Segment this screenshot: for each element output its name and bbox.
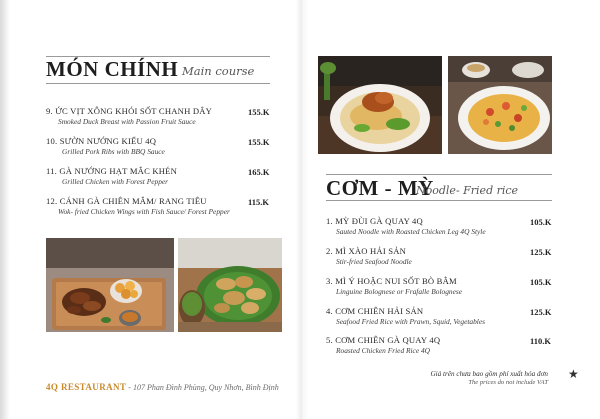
menu-item xyxy=(46,106,212,126)
menu-item-name: 5. CƠM CHIÊN GÀ QUAY 4Q xyxy=(326,335,441,345)
noodle-rice-title: CƠM - MỲ xyxy=(326,176,434,200)
menu-item xyxy=(326,276,462,296)
ribs-photo-image xyxy=(46,238,174,332)
fried-rice-photo xyxy=(448,56,552,154)
menu-item xyxy=(46,166,177,186)
chicken-noodle-photo-image xyxy=(318,56,442,154)
vat-note-vietnamese: Giá trên chưa bao gồm phí xuất hóa đơn xyxy=(430,370,548,378)
chicken-noodle-photo xyxy=(318,56,442,154)
menu-item xyxy=(46,136,165,156)
chicken-wings-photo xyxy=(178,238,282,332)
chicken-wings-photo-image xyxy=(178,238,282,332)
menu-item-description: Stir-fried Seafood Noodle xyxy=(336,257,412,266)
fried-rice-photo-image xyxy=(448,56,552,154)
restaurant-address: - 107 Phan Đình Phùng, Quy Nhơn, Bình Định xyxy=(126,383,279,392)
noodle-rice-title-rule-bottom xyxy=(326,200,552,201)
menu-item-price: 125.K xyxy=(530,247,552,257)
vat-note-english: The prices do not include VAT xyxy=(468,379,548,386)
menu-item-price: 115.K xyxy=(248,197,270,207)
main-course-title-rule-bottom xyxy=(46,83,270,84)
menu-item-name: 2. MÌ XÀO HẢI SẢN xyxy=(326,246,407,256)
noodle-rice-subtitle: Noodle- Fried rice xyxy=(416,184,519,197)
restaurant-name: 4Q RESTAURANT xyxy=(46,382,127,392)
menu-item xyxy=(326,216,486,236)
menu-item-price: 105.K xyxy=(530,277,552,287)
menu-item-name: 1. MỲ ĐÙI GÀ QUAY 4Q xyxy=(326,216,423,226)
menu-item-name: 9. ỨC VỊT XÔNG KHÓI SỐT CHANH DÂY xyxy=(46,106,213,116)
menu-item xyxy=(326,335,440,355)
menu-item-description: Smoked Duck Breast with Passion Fruit Sauce xyxy=(58,117,196,126)
menu-item-price: 125.K xyxy=(530,307,552,317)
star-icon: ★ xyxy=(568,367,579,381)
menu-item-name: 10. SƯỜN NƯỚNG KIỂU 4Q xyxy=(46,136,157,146)
menu-item-description: Seafood Fried Rice with Prawn, Squid, Vegetables xyxy=(336,317,486,326)
menu-item-price: 155.K xyxy=(248,137,270,147)
menu-item-description: Grilled Pork Ribs with BBQ Sauce xyxy=(62,147,165,156)
menu-item-price: 105.K xyxy=(530,217,552,227)
main-course-title-rule-top xyxy=(46,56,270,57)
menu-item xyxy=(326,246,412,266)
menu-item xyxy=(326,306,485,326)
book-gutter xyxy=(296,0,308,419)
menu-item-name: 12. CÁNH GÀ CHIÊN MẮM/ RANG TIÊU xyxy=(46,196,207,206)
restaurant-footer xyxy=(46,382,279,392)
menu-item-name: 11. GÀ NƯỚNG HẠT MẮC KHÉN xyxy=(46,166,178,176)
ribs-photo xyxy=(46,238,174,332)
main-course-title: MÓN CHÍNH xyxy=(46,57,179,81)
menu-item xyxy=(46,196,230,216)
menu-item-name: 4. CƠM CHIÊN HẢI SẢN xyxy=(326,306,424,316)
menu-item-description: Sauted Noodle with Roasted Chicken Leg 4Q Style xyxy=(336,227,486,236)
menu-item-name: 3. MÌ Ý HOẶC NUI SỐT BÒ BẰM xyxy=(326,276,457,286)
noodle-rice-title-rule-top xyxy=(326,174,552,175)
menu-item-description: Wok- fried Chicken Wings with Fish Sauce/ Forest Pepper xyxy=(58,207,230,216)
menu-item-price: 110.K xyxy=(530,336,552,346)
page-edge-shadow xyxy=(0,0,10,419)
menu-item-description: Linguine Bolognese or Frafalle Bolognese xyxy=(336,287,463,296)
menu-item-price: 155.K xyxy=(248,107,270,117)
menu-item-description: Roasted Chicken Fried Rice 4Q xyxy=(336,346,430,355)
menu-item-price: 165.K xyxy=(248,167,270,177)
vat-note xyxy=(430,370,548,386)
menu-item-description: Grilled Chicken with Forest Pepper xyxy=(62,177,169,186)
main-course-subtitle: Main course xyxy=(182,64,255,78)
